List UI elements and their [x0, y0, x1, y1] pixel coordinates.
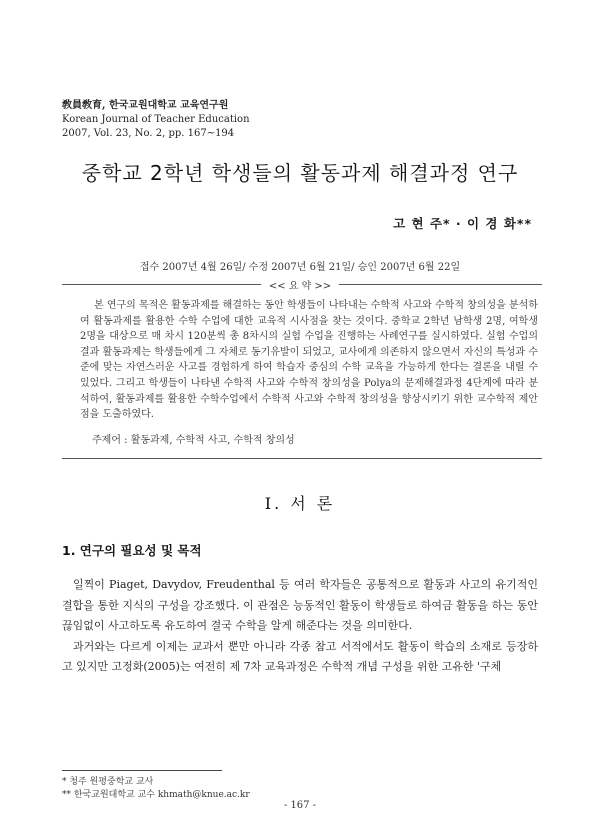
abstract-paragraph: 본 연구의 목적은 활동과제를 해결하는 동안 학생들이 나타내는 수학적 사고와 수학적 창의성을 분석하여 활동과제를 활용한 수학 수업에 대한 교육적 시사점을 찾는 것이다. 중학교 2학년 남학생 2명, 여학생 2명을 대상으로 매 차시 120분씩 총 8차시의 실험 수업을 진행하는 사례연구를 실시하였다. 실험 수업의 결과 활동과제는 학생들에게 그 자체로 동기유발이 되었고, 교사에게 의존하지 않으면서 자신의 특성과 수준에 맞는 자연스러운 사고를 경험하게 하여 학습자 중심의 수학 교육을 가능하게 한다는 결론을 내릴 수 있었다. 그리고 학생들이 나타낸 수학적 사고와 수학적 창의성을 Polya의 문제해결과정 4단계에 따라 분석하여, 활동과제를 활용한 수학수업에서 수학적 사고와 수학적 창의성을 향상시키기 위한 교수학적 제안점을 도출하였다. — [80, 300, 538, 421]
section-heading: Ⅰ. 서 론 — [264, 494, 336, 513]
footnote-1: * 청주 원평중학교 교사 — [62, 777, 154, 787]
page-number: - 167 - — [283, 800, 317, 811]
footnotes — [62, 776, 250, 802]
submission-dates: 접수 2007년 4월 26일/ 수정 2007년 6월 21일/ 승인 2007년 6월 22일 — [139, 262, 461, 273]
journal-name-korean: 敎員敎育, 한국교원대학교 교육연구원 — [62, 100, 229, 111]
keywords: 주제어 : 활동과제, 수학적 사고, 수학적 창의성 — [92, 435, 295, 446]
subsection-heading: 1. 연구의 필요성 및 목적 — [62, 543, 202, 558]
body-paragraph-2: 과거와는 다르게 이제는 교과서 뿐만 아니라 각종 참고 서적에서도 활동이 학습의 소재로 등장하고 있지만 고정화(2005)는 여전히 제 7차 교육과정은 수학적 개념 구성을 위한 고유한 '구체 — [62, 639, 538, 673]
paper-authors: 고 현 주* · 이 경 화** — [393, 216, 532, 231]
abstract-text — [80, 298, 538, 423]
abstract-body — [80, 298, 538, 423]
body-paragraph-1: 일찍이 Piaget, Davydov, Freudenthal 등 여러 학자들은 공통적으로 활동과 사고의 유기적인 결합을 통한 지식의 구성을 강조했다. 이 관점은 능동적인 활동이 학생들로 하여금 활동을 하는 동안 끊임없이 사고하도록 유도하여 결국 수학을 알게 해준다는 것을 의미한다. — [62, 578, 538, 632]
abstract-bottom-rule — [62, 458, 542, 459]
body-text — [62, 575, 538, 678]
journal-header — [62, 99, 250, 141]
footnote-rule — [62, 770, 222, 771]
footnote-2: ** 한국교원대학교 교수 khmath@knue.ac.kr — [62, 790, 250, 800]
abstract-heading — [0, 277, 600, 292]
paper-title: 중학교 2학년 학생들의 활동과제 해결과정 연구 — [81, 161, 519, 185]
journal-citation: 2007, Vol. 23, No. 2, pp. 167~194 — [62, 128, 235, 139]
journal-name-english: Korean Journal of Teacher Education — [62, 114, 250, 125]
abstract-heading-label: << 요 약 >> — [261, 281, 339, 292]
